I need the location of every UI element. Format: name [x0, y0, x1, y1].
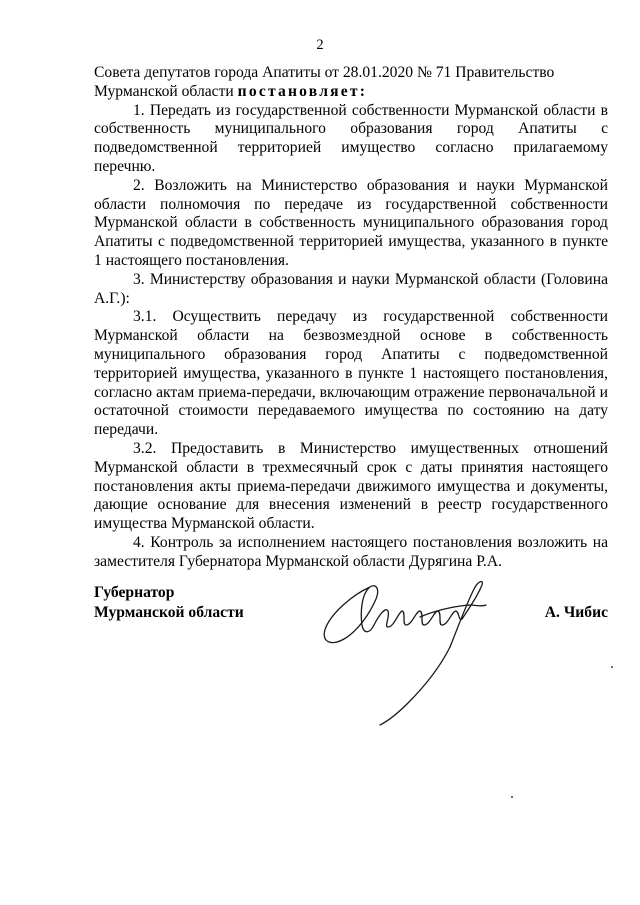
- handwritten-signature: [300, 555, 510, 730]
- continuation-line-1: Совета депутатов города Апатиты от 28.01.2020 № 71 Правительство: [94, 64, 555, 81]
- paragraph-2: 2. Возложить на Министерство образования и науки Мурманской области полномочия по передаче из государственной собственности Мурманской области в собственность муниципального образования город Апатиты с подведомственной территорией имущества, указанного в пункте 1 настоящего постановления.: [94, 176, 608, 269]
- signatory-title-line-2: Мурманской области: [94, 604, 244, 621]
- paragraph-1: 1. Передать из государственной собственности Мурманской области в собственность муниципального образования город Апатиты с подведомственной территорией имущество согласно прилагаемому перечню.: [94, 101, 608, 175]
- paragraph-3-2: 3.2. Предоставить в Министерство имущественных отношений Мурманской области в трехмесячный срок с даты принятия настоящего постановления акты приема-передачи движимого имущества и документы, дающие основание для внесения изменений в реестр государственного имущества Мурманской области.: [94, 439, 608, 533]
- continuation-line-2: Мурманской области: [94, 82, 238, 100]
- signatory-title-line-1: Губернатор: [94, 584, 175, 601]
- paragraph-continuation: [94, 64, 608, 102]
- page-number: 2: [316, 37, 324, 53]
- document-body: [94, 64, 608, 572]
- paragraph-3: 3. Министерству образования и науки Мурманской области (Головина А.Г.):: [94, 270, 608, 307]
- signatory-name: А. Чибис: [544, 604, 608, 621]
- paragraph-4: 4. Контроль за исполнением настоящего постановления возложить на заместителя Губернатора Мурманской области Дурягина Р.А.: [94, 533, 608, 570]
- signatory-title: [94, 583, 244, 623]
- paragraph-3-1: 3.1. Осуществить передачу из государственной собственности Мурманской области на безвозмездной основе в собственность муниципального образования город Апатиты с подведомственной территорией имущества, указанного в пункте 1 настоящего постановления, согласно актам приема-передачи, включающим отражение первоначальной и остаточной стоимости передаваемого имущества по состоянию на дату передачи.: [94, 308, 608, 439]
- scan-speck: [511, 796, 513, 798]
- decree-word: постановляет:: [237, 82, 368, 100]
- scan-speck: [611, 666, 613, 668]
